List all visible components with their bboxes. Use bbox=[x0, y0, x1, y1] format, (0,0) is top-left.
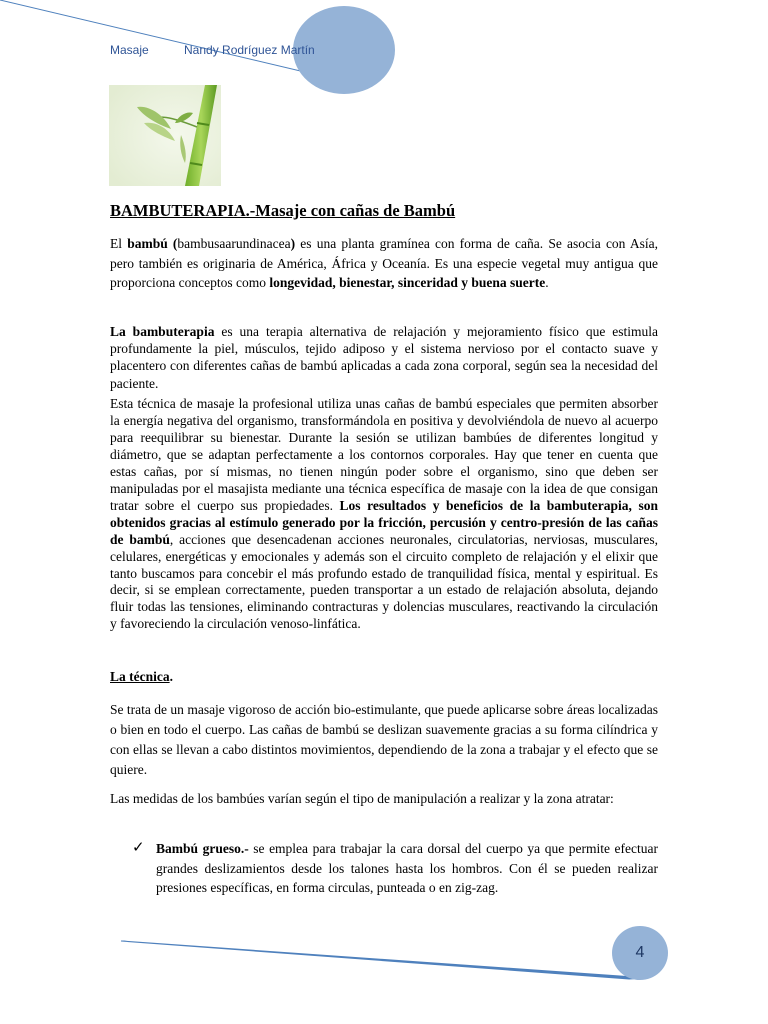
bamboo-image bbox=[109, 85, 221, 186]
page-number: 4 bbox=[635, 944, 645, 961]
section-heading-tecnica: La técnica. bbox=[110, 669, 173, 684]
header-section-label: Masaje bbox=[110, 43, 149, 57]
header-author: Nandy Rodríguez Martín bbox=[184, 43, 315, 57]
intro-paragraph: El bambú (bambusaarundinacea) es una planta gramínea con forma de caña. Se asocia con Asía, pero también es originaria de América, África y Oceanía. Es una especie vegetal muy antigua que proporciona conceptos como longevidad, bienestar, sinceridad y buena suerte. bbox=[110, 236, 658, 290]
technique-paragraph: Esta técnica de masaje la profesional utiliza unas cañas de bambú especiales que permiten absorber la energía negativa del organismo, transformándola en positiva y devolviéndola de nuevo al acuerpo para reequilibrar su bienestar. Durante la sesión se utilizan bambúes de diferentes longitud y diámetro, que se adaptan perfectamente a los contornos corporales. Hay que tener en cuenta que estas cañas, por sí mismas, no tienen ningún poder sobre el organismo, sino que deben ser manipuladas por el masajista mediante una técnica específica de masaje con la idea de que consigan tratar sobre el cuerpo sus propiedades. Los resultados y beneficios de la bambuterapia, son obtenidos gracias al estímulo generado por la fricción, percusión y centro-presión de las cañas de bambú, acciones que desencadenan acciones neuronales, circulatorias, nerviosas, musculares, celulares, energéticas y emocionales y además son el circuito completo de relajación y el elixir que tanto buscamos para concebir el más profundo estado de tranquilidad física, mental y espiritual. Es decir, si se emplean correctamente, pueden transportar a un estado de relajación absoluta, dejando fluir todas las tensiones, eliminando contracturas y dolencias musculares, reactivando la circulación y favoreciendo la circulación venoso-linfática. bbox=[110, 396, 658, 632]
list-item: Bambú grueso.- se emplea para trabajar la cara dorsal del cuerpo ya que permite efectuar grandes deslizamientos desde los talones hasta los hombros. Con él se pueden realizar presiones específicas, en forma circulas, punteada o en zig-zag. bbox=[156, 841, 658, 896]
medidas-paragraph: Las medidas de los bambúes varían según el tipo de manipulación a realizar y la zona atratar: bbox=[110, 791, 614, 806]
definition-paragraph: La bambuterapia es una terapia alternativa de relajación y mejoramiento físico que estimula profundamente la piel, músculos, tejido adiposo y el sistema nervioso por el contacto suave y placentero con diferentes cañas de bambú aplicadas a cada zona corporal, según sea la necesidad del paciente. bbox=[110, 324, 658, 391]
footer-rule-line bbox=[121, 941, 648, 979]
document-title: BAMBUTERAPIA.-Masaje con cañas de Bambú bbox=[110, 201, 456, 220]
checkmark-icon: ✓ bbox=[132, 838, 145, 856]
header-rule-line bbox=[0, 0, 330, 78]
tecnica-paragraph: Se trata de un masaje vigoroso de acción bio-estimulante, que puede aplicarse sobre áreas localizadas o bien en todo el cuerpo. Las cañas de bambú se deslizan suavemente gracias a su forma cilíndrica y con ellas se llevan a cabo distintos movimientos, dependiendo de la zona a trabajar y el efecto que se quiere. bbox=[110, 702, 658, 777]
